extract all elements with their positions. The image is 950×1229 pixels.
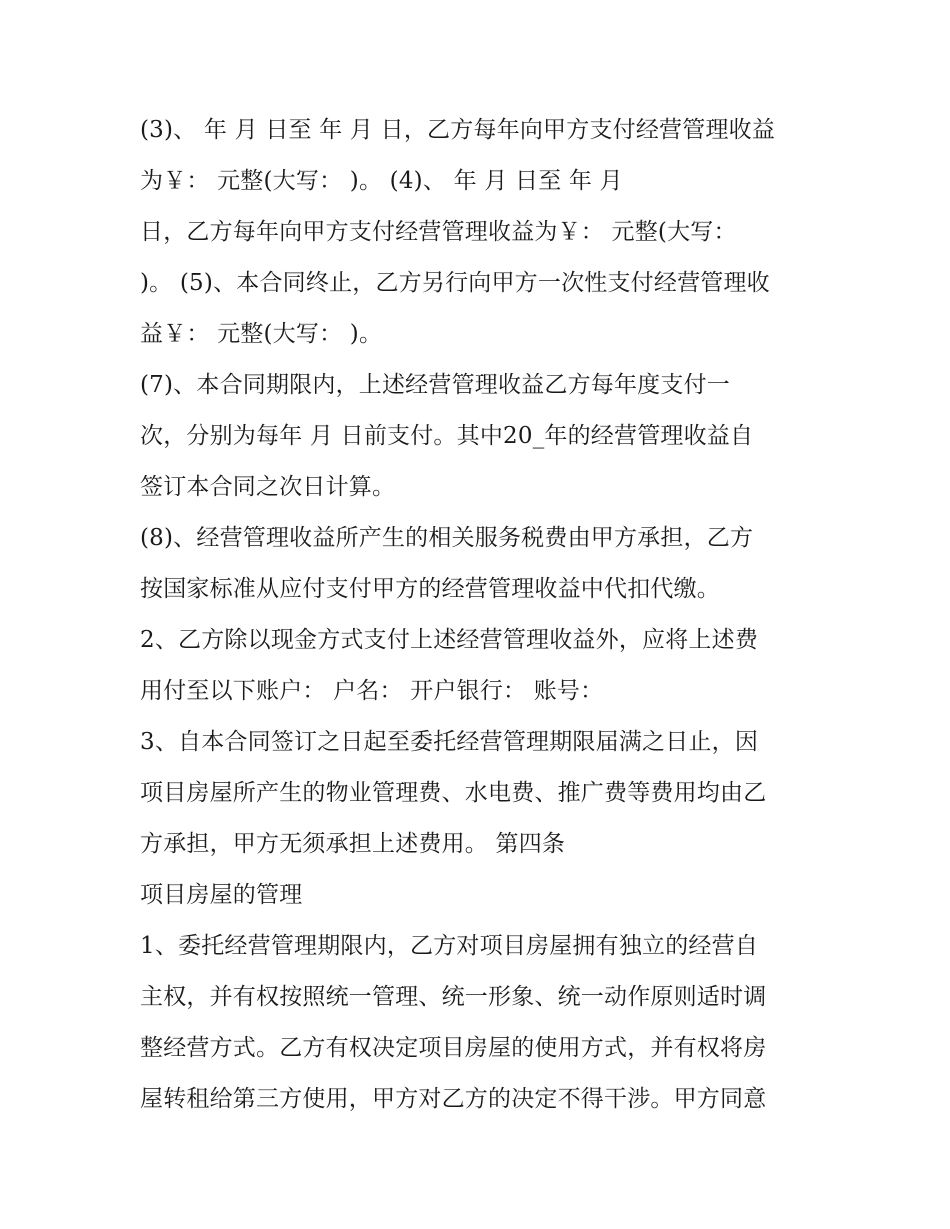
text-line: (8)、经营管理收益所产生的相关服务税费由甲方承担，乙方 [140, 525, 754, 551]
text-line: (3)、 年 月 日至 年 月 日，乙方每年向甲方支付经营管理收益 [140, 117, 776, 143]
text-line: 1、委托经营管理期限内，乙方对项目房屋拥有独立的经营自 [140, 933, 759, 959]
section-heading-line: 项目房屋的管理 [140, 882, 303, 908]
text-line: )。 (5)、本合同终止，乙方另行向甲方一次性支付经营管理收 [140, 270, 770, 296]
text-line: 签订本合同之次日计算。 [140, 474, 396, 500]
text-line: 用付至以下账户： 户名： 开户银行： 账号： [140, 678, 604, 704]
text-line: 日，乙方每年向甲方支付经营管理收益为￥： 元整(大写： [140, 219, 737, 245]
text-line: 为￥： 元整(大写： )。 (4)、 年 月 日至 年 月 [140, 168, 623, 194]
text-line: 2、乙方除以现金方式支付上述经营管理收益外，应将上述费 [140, 627, 759, 653]
text-line: (7)、本合同期限内，上述经营管理收益乙方每年度支付一 [140, 372, 730, 398]
text-line: 按国家标准从应付支付甲方的经营管理收益中代扣代缴。 [140, 576, 720, 602]
text-line: 项目房屋所产生的物业管理费、水电费、推广费等费用均由乙 [140, 780, 767, 806]
text-line: 方承担，甲方无须承担上述费用。 第四条 [140, 831, 566, 857]
text-line: 屋转租给第三方使用，甲方对乙方的决定不得干涉。甲方同意 [140, 1086, 767, 1112]
text-line: 3、自本合同签订之日起至委托经营管理期限届满之日止，因 [140, 729, 759, 755]
text-line: 整经营方式。乙方有权决定项目房屋的使用方式，并有权将房 [140, 1035, 767, 1061]
contract-text-block [140, 105, 820, 1125]
text-line: 次，分别为每年 月 日前支付。其中20_年的经营管理收益自 [140, 423, 754, 449]
text-line: 益￥： 元整(大写： )。 [140, 321, 383, 347]
text-line: 主权，并有权按照统一管理、统一形象、统一动作原则适时调 [140, 984, 767, 1010]
